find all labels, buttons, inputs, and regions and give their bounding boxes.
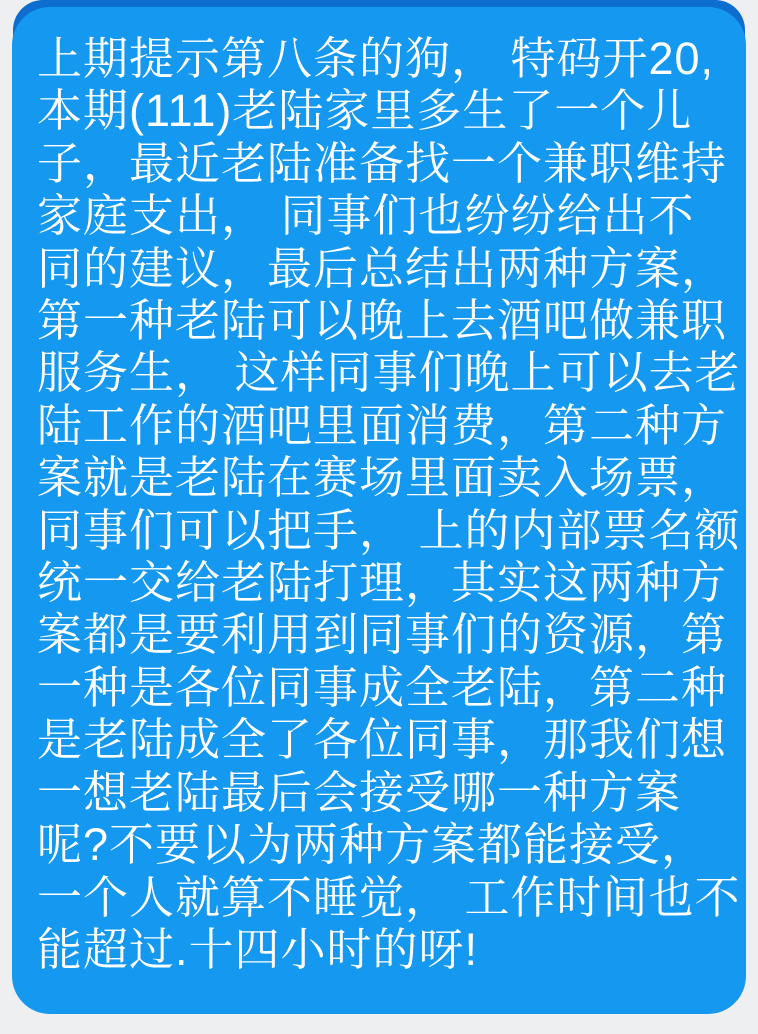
text-line: 一个人就算不睡觉， 工作时间也不 — [37, 871, 741, 923]
text-line: 是老陆成全了各位同事，那我们想 — [37, 714, 728, 766]
text-line: 同的建议，最后总结出两种方案， — [37, 242, 728, 294]
message-bubble — [12, 0, 746, 1014]
text-line: 一种是各位同事成全老陆，第二种 — [37, 661, 728, 713]
text-line: 上期提示第八条的狗， 特码开20, — [37, 33, 715, 84]
text-line: 本期(111)老陆家里多生了一个儿 — [37, 85, 693, 137]
text-line: 第一种老陆可以晚上去酒吧做兼职 — [37, 295, 728, 347]
text-line: 一想老陆最后会接受哪一种方案 — [37, 766, 682, 818]
text-line: 统一交给老陆打理，其实这两种方 — [37, 557, 728, 609]
message-bubble-body — [12, 7, 746, 1014]
text-line: 案都是要利用到同事们的资源，第 — [37, 609, 728, 661]
text-line: 家庭支出， 同事们也纷纷给出不 — [37, 190, 695, 242]
text-line: 呢?不要以为两种方案都能接受， — [37, 819, 708, 871]
text-line: 同事们可以把手， 上的内部票名额 — [37, 504, 741, 556]
text-line: 陆工作的酒吧里面消费，第二种方 — [37, 399, 728, 451]
text-line: 服务生， 这样同事们晚上可以去老 — [37, 347, 741, 399]
text-line: 能超过.十四小时的呀! — [37, 923, 479, 975]
text-line: 案就是老陆在赛场里面卖入场票， — [37, 452, 728, 504]
text-line: 子，最近老陆准备找一个兼职维持 — [37, 137, 728, 189]
